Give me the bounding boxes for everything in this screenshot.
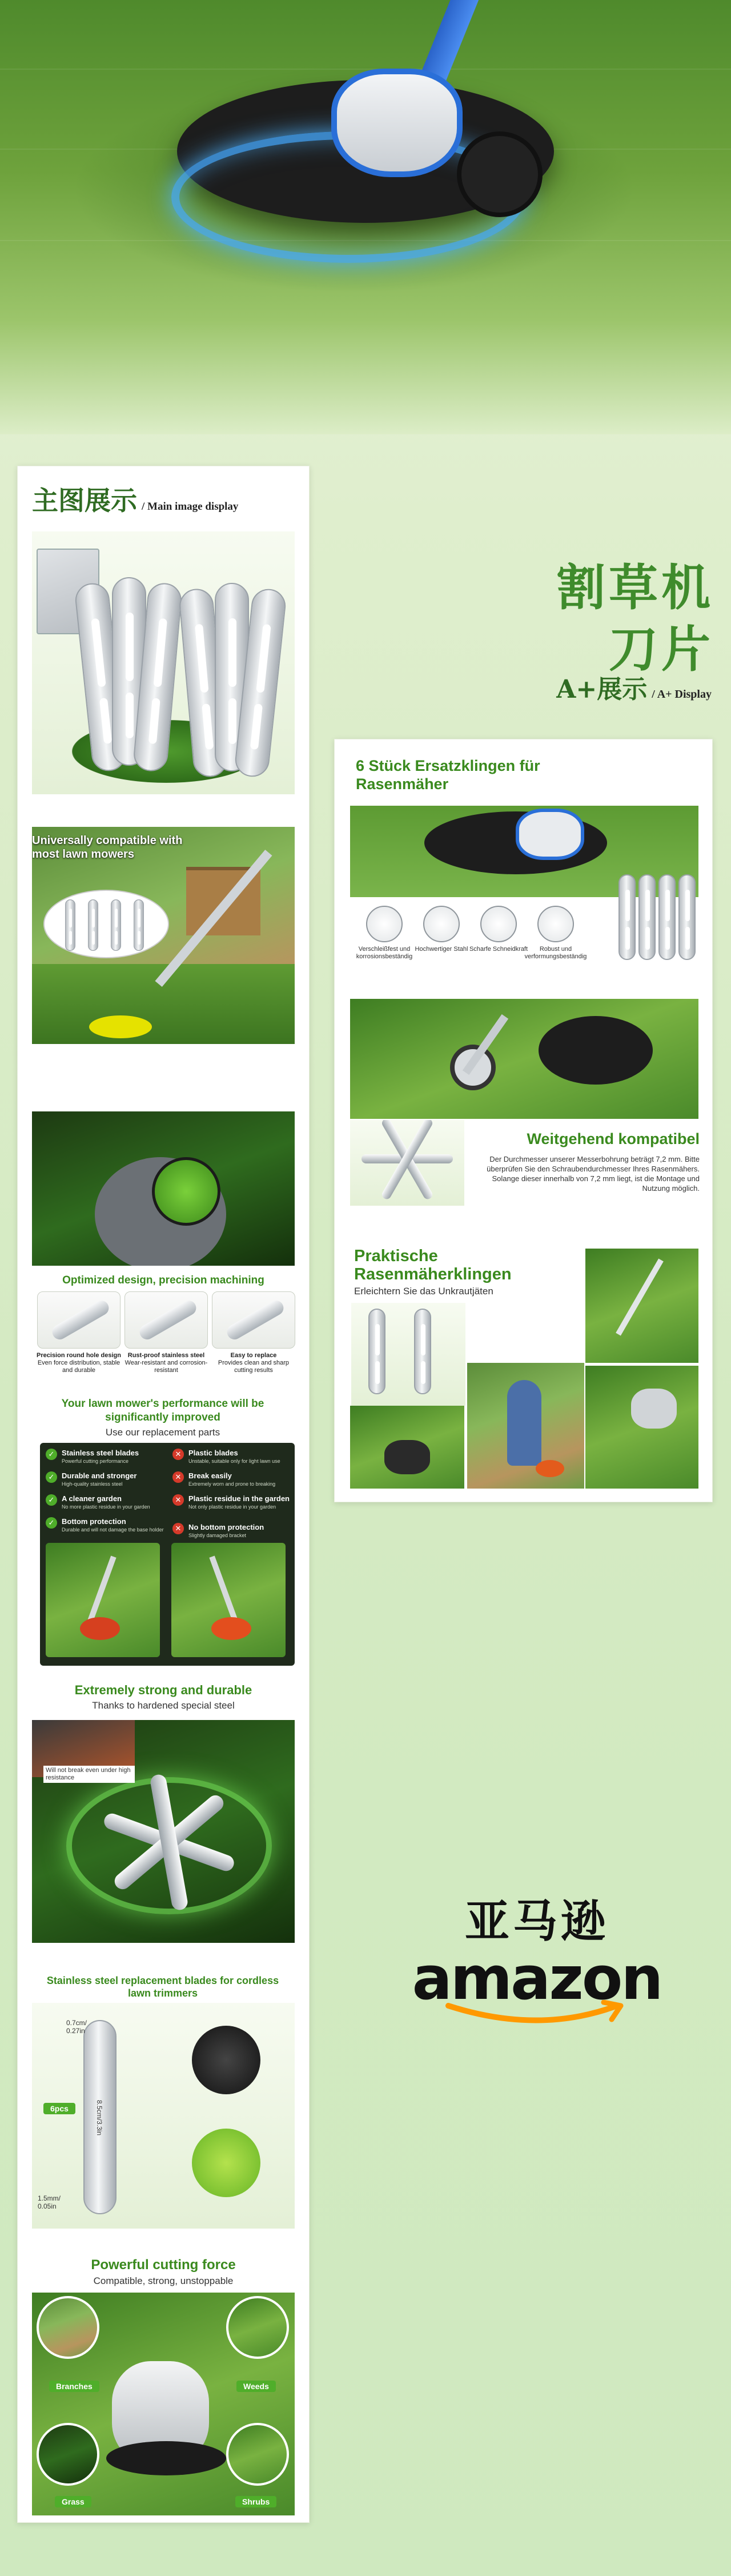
shrubs-image: [226, 2423, 289, 2486]
check-icon: ✓: [46, 1494, 57, 1506]
ersatz-title: 6 Stück Ersatzklingen für Rasenmäher: [356, 757, 540, 793]
good-point-label: Stainless steel blades: [62, 1449, 139, 1457]
bad-point: [188, 1494, 291, 1510]
blade-image: [658, 874, 676, 960]
blade-image: [224, 1298, 286, 1342]
trimmer-motor: [631, 1389, 677, 1429]
strong-subtitle: Thanks to hardened special steel: [92, 1700, 235, 1711]
cross-icon: ✕: [172, 1471, 184, 1483]
good-point-desc: No more plastic residue in your garden: [62, 1504, 150, 1510]
blade-image: [368, 1309, 385, 1394]
trimmer-head: [211, 1617, 251, 1640]
kompatibel-title: Weitgehend kompatibel: [527, 1130, 700, 1147]
blade-image: [678, 874, 696, 960]
strong-note: Will not break even under high resistance: [43, 1766, 135, 1783]
feature-card-hole: [37, 1291, 121, 1349]
trimmer-head: [536, 1460, 564, 1477]
check-icon: ✓: [46, 1471, 57, 1483]
trimmer-head-black: [192, 2026, 260, 2094]
check-icon: ✓: [46, 1449, 57, 1460]
label-weeds: Weeds: [236, 2381, 276, 2392]
count-badge: 6pcs: [43, 2103, 75, 2114]
blade-image: [65, 899, 75, 951]
feature-caption-text: Even force distribution, stable and durable: [37, 1359, 121, 1374]
praktische-title: Praktische Rasenmäherklingen: [354, 1247, 512, 1283]
compatible-title: Universally compatible with most lawn mowers: [32, 834, 183, 861]
bad-result-image[interactable]: [171, 1543, 286, 1657]
cutting-subtitle: Compatible, strong, unstoppable: [93, 2275, 234, 2286]
cross-icon: ✕: [172, 1523, 184, 1534]
good-point-label: Bottom protection: [62, 1517, 126, 1526]
trimmer-motor: [331, 69, 463, 177]
feature-caption: [36, 1352, 122, 1374]
ersatz-image[interactable]: [350, 754, 698, 974]
bad-point-desc: Extremely worn and prone to breaking: [188, 1481, 276, 1487]
good-point-label: A cleaner garden: [62, 1494, 122, 1503]
compatible-image[interactable]: [32, 827, 295, 1044]
cross-icon: ✕: [172, 1494, 184, 1506]
blade-inset: [43, 890, 169, 958]
bad-point: [188, 1449, 280, 1464]
bad-point-label: No bottom protection: [188, 1523, 264, 1531]
label-shrubs: Shrubs: [235, 2496, 276, 2507]
bad-point: [188, 1471, 275, 1487]
trimmer-shaft: [616, 1259, 664, 1336]
feature-card-steel: [124, 1291, 208, 1349]
strong-image[interactable]: [32, 1720, 295, 1943]
bad-point: [188, 1523, 264, 1538]
cross-icon: ✕: [172, 1449, 184, 1460]
good-point: [62, 1449, 139, 1464]
bad-point-label: Plastic residue in the garden: [188, 1494, 290, 1503]
good-point-desc: Powerful cutting performance: [62, 1458, 129, 1464]
blade-image: [137, 1298, 199, 1342]
garden-photo-2[interactable]: [467, 1363, 584, 1489]
good-point-desc: Durable and will not damage the base holder: [62, 1527, 164, 1533]
icon-caption: Robust und verformungsbeständig: [524, 946, 587, 960]
good-point-desc: High-quality stainless steel: [62, 1481, 123, 1487]
heading-line-1: 割草机: [556, 559, 714, 617]
grass-texture: [0, 69, 731, 70]
hero-banner: [0, 0, 731, 434]
main-image-title-en: / Main image display: [142, 501, 239, 513]
sharp-icon: [480, 906, 517, 942]
trimmer-guard: [539, 1016, 653, 1085]
feature-caption-text: Wear-resistant and corrosion-resistant: [124, 1359, 208, 1374]
a-plus-title-cn: A+展示: [556, 675, 648, 704]
blade-star-image: [350, 1120, 464, 1206]
strong-title: Extremely strong and durable: [74, 1683, 252, 1697]
blade-image: [414, 1309, 431, 1394]
praktische-subtitle: Erleichtern Sie das Unkrautjäten: [354, 1286, 493, 1297]
blade-image: [638, 874, 656, 960]
kompatibel-image[interactable]: [350, 999, 698, 1119]
thickness-dimension: 1.5mm/ 0.05in: [38, 2194, 61, 2210]
feature-caption-bold: Precision round hole design: [37, 1352, 121, 1359]
a-plus-subheading: [556, 669, 712, 705]
trimmer-head: [89, 1015, 152, 1038]
check-icon: ✓: [46, 1517, 57, 1529]
product-image[interactable]: [32, 531, 295, 794]
amazon-logo-cn: 亚马逊: [464, 1896, 609, 1947]
good-point: [62, 1471, 136, 1487]
icon-caption: Scharfe Schneidkraft: [469, 946, 528, 953]
feature-caption: [211, 1352, 296, 1374]
grass-image: [37, 2423, 99, 2486]
feature-card-replace: [212, 1291, 295, 1349]
good-point: [62, 1494, 150, 1510]
trimmer-head-green: [192, 2129, 260, 2197]
blade-image: [111, 899, 121, 951]
wear-resistant-icon: [366, 906, 403, 942]
amazon-logo-wordmark: amazon: [412, 1943, 662, 2013]
optimized-image[interactable]: [32, 1111, 295, 1266]
good-point: [62, 1517, 164, 1533]
cutting-title: Powerful cutting force: [91, 2257, 236, 2273]
bad-point-desc: Slightly damaged bracket: [188, 1533, 247, 1538]
length-dimension: 8.5cm/3.3in: [95, 2100, 103, 2136]
robust-icon: [537, 906, 574, 942]
stainless-image[interactable]: [32, 2003, 295, 2229]
garden-photo-3[interactable]: [585, 1366, 698, 1489]
amazon-logo: [411, 1886, 662, 2029]
icon-caption: Hochwertiger Stahl: [415, 946, 468, 953]
main-image-title-cn: 主图展示: [32, 485, 137, 516]
icon-caption: Verschleißfest und korrosionsbeständig: [356, 946, 413, 960]
performance-subtitle: Use our replacement parts: [105, 1427, 220, 1438]
bad-point-desc: Not only plastic residue in your garden: [188, 1504, 276, 1510]
optimized-title: Optimized design, precision machining: [62, 1274, 264, 1286]
stainless-title: Stainless steel replacement blades for cordless lawn trimmers: [46, 1975, 279, 1999]
performance-title: Your lawn mower's performance will be significantly improved: [61, 1398, 264, 1423]
trimmer-motor: [516, 809, 584, 860]
good-point-label: Durable and stronger: [62, 1471, 137, 1480]
person: [507, 1380, 541, 1466]
blade-image: [618, 874, 636, 960]
bad-point-label: Break easily: [188, 1471, 232, 1480]
heading-line-2: 刀片: [609, 621, 714, 678]
garden-photo-4[interactable]: [350, 1406, 464, 1489]
good-result-image[interactable]: [46, 1543, 160, 1657]
feature-caption: [123, 1352, 209, 1374]
feature-caption-bold: Easy to replace: [230, 1352, 277, 1359]
blade-image: [88, 899, 98, 951]
label-grass: Grass: [55, 2496, 91, 2507]
feature-caption-text: Provides clean and sharp cutting results: [218, 1359, 290, 1374]
main-image-title: [32, 480, 238, 514]
a-plus-title-en: / A+ Display: [652, 688, 712, 701]
garden-photo-1[interactable]: [585, 1249, 698, 1363]
label-branches: Branches: [49, 2381, 99, 2392]
feature-caption-bold: Rust-proof stainless steel: [127, 1352, 205, 1359]
weeds-image: [226, 2296, 289, 2359]
bad-point-desc: Unstable, suitable only for light lawn use: [188, 1458, 280, 1464]
a-plus-heading: [556, 557, 714, 681]
trimmer-guard: [106, 2441, 226, 2475]
steel-icon: [423, 906, 460, 942]
blade-image: [134, 899, 144, 951]
trimmer-head: [80, 1617, 120, 1640]
trimmer-head: [152, 1157, 220, 1226]
branches-image: [37, 2296, 99, 2359]
trimmer-head: [384, 1440, 430, 1474]
trimmer-head: [457, 131, 543, 217]
praktische-blades-image: [351, 1303, 465, 1406]
kompatibel-text: Der Durchmesser unserer Messerbohrung beträgt 7,2 mm. Bitte überprüfen Sie den Schraubendurchmesser Ihres Rasenmähers. Solange dieser innerhalb von 7,2 mm liegt, ist die Montage und Nutzung möglich.: [487, 1155, 700, 1193]
blade-image: [50, 1298, 111, 1342]
width-dimension: 0.7cm/ 0.27in: [66, 2019, 87, 2035]
bad-point-label: Plastic blades: [188, 1449, 238, 1457]
